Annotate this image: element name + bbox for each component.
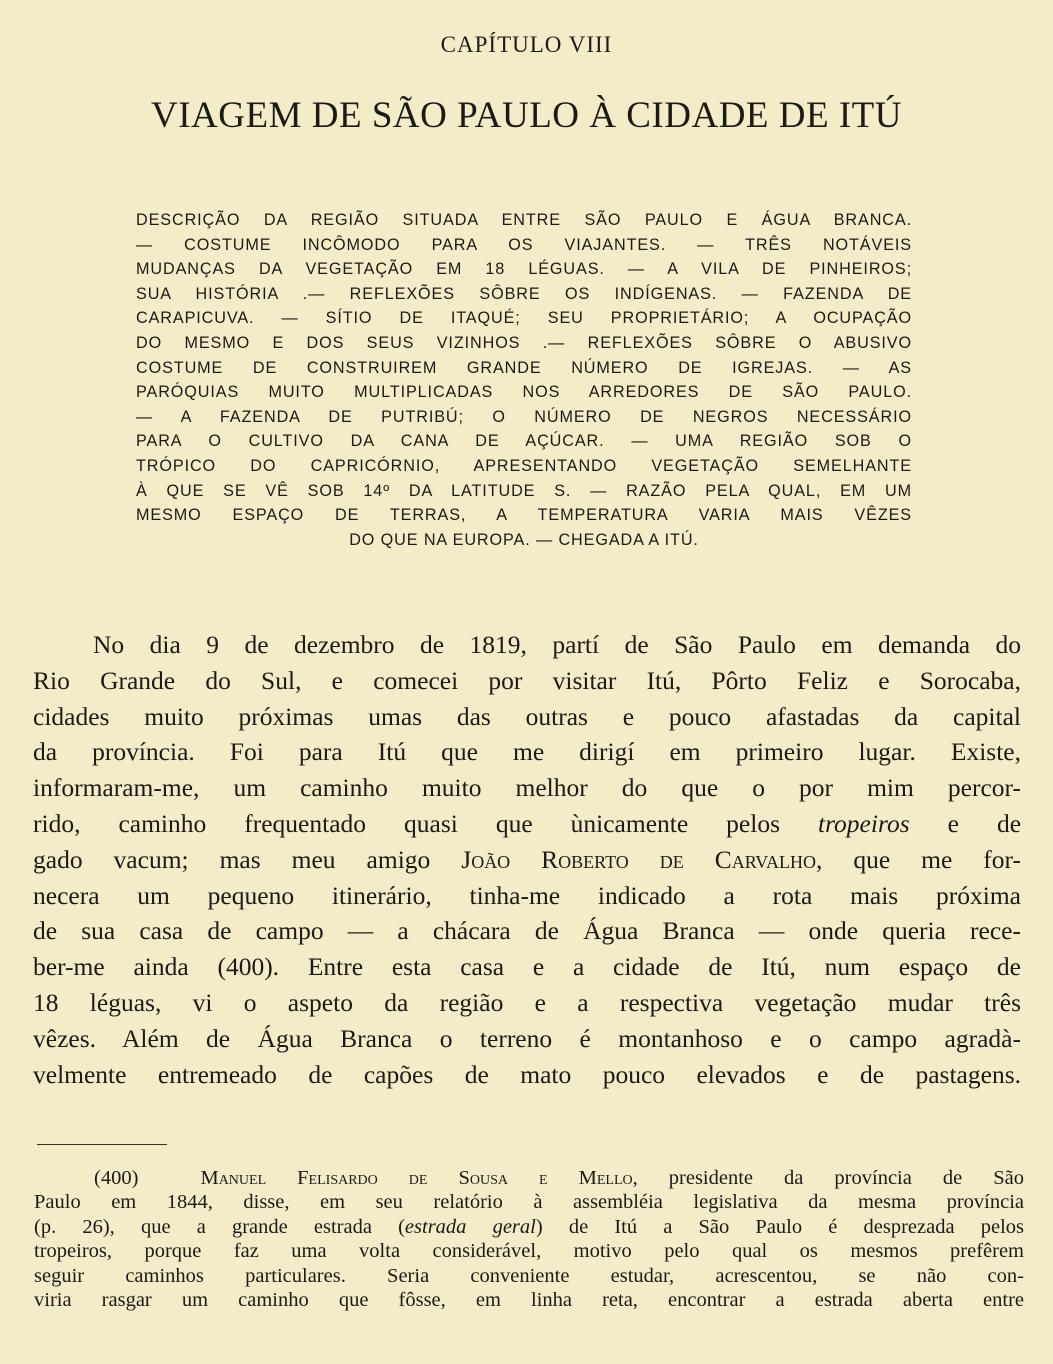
- footnote-line: seguir caminhos particulares. Seria conveniente estudar, acrescentou, se não con-: [34, 1264, 1024, 1287]
- body-text-span: e de: [947, 808, 1022, 838]
- body-text-span: , que me for-: [815, 844, 1021, 874]
- chapter-title: VIAGEM DE SÃO PAULO À CIDADE DE ITÚ: [151, 95, 902, 136]
- summary-line: MESMO ESPAÇO DE TERRAS, A TEMPERATURA VARIA MAIS VÊZES: [136, 506, 912, 525]
- footnote-marker: (400): [94, 1167, 139, 1189]
- footnote-line: Paulo em 1844, disse, em seu relatório à assembléia legislativa da mesma província: [34, 1191, 1024, 1214]
- body-line: 18 léguas, vi o aspeto da região e a respectiva vegetação mudar três: [33, 987, 1021, 1017]
- summary-line: — COSTUME INCÔMODO PARA OS VIAJANTES. — TRÊS NOTÁVEIS: [136, 235, 912, 254]
- footnote-line: [34, 1215, 1024, 1239]
- person-name: Manuel Felisardo de Sousa e Mello: [200, 1167, 633, 1189]
- footnote-text-span: ) de Itú a São Paulo é desprezada pelos: [535, 1215, 1024, 1238]
- italic-term: tropeiros: [818, 808, 910, 838]
- italic-term: estrada geral: [404, 1215, 536, 1238]
- summary-line: — A FAZENDA DE PUTRIBÚ; O NÚMERO DE NEGROS NECESSÁRIO: [136, 407, 912, 426]
- body-text-span: rido, caminho frequentado quasi que ùnicamente pelos: [33, 808, 780, 838]
- summary-line: À QUE SE VÊ SOB 14º DA LATITUDE S. — RAZÃO PELA QUAL, EM UM: [136, 481, 912, 500]
- body-line: informaram-me, um caminho muito melhor do que o por mim percor-: [33, 773, 1021, 803]
- footnote-line: [34, 1166, 1024, 1190]
- body-line: [33, 806, 1021, 842]
- body-line: da província. Foi para Itú que me dirigí em primeiro lugar. Existe,: [33, 737, 1021, 767]
- body-text-span: gado vacum; mas meu amigo: [33, 844, 431, 874]
- summary-line: CARAPICUVA. — SÍTIO DE ITAQUÉ; SEU PROPRIETÁRIO; A OCUPAÇÃO: [136, 309, 912, 328]
- footnote-line: tropeiros, porque faz uma volta considerável, motivo pelo qual os mesmos prefêrem: [34, 1240, 1024, 1263]
- body-line: cidades muito próximas umas das outras e pouco afastadas da capital: [33, 701, 1021, 731]
- footnote-rule: [37, 1144, 167, 1145]
- chapter-summary: [136, 208, 912, 552]
- summary-line: PARÓQUIAS MUITO MULTIPLICADAS NOS ARREDORES DE SÃO PAULO.: [136, 383, 912, 402]
- body-line: ber-me ainda (400). Entre esta casa e a cidade de Itú, num espaço de: [33, 952, 1021, 982]
- chapter-number: CAPÍTULO VIII: [440, 32, 613, 57]
- body-line: [33, 842, 1021, 878]
- summary-line: DO QUE NA EUROPA. — CHEGADA A ITÚ.: [349, 530, 699, 549]
- body-line: velmente entremeado de capões de mato pouco elevados e de pastagens.: [33, 1059, 1021, 1089]
- body-line: de sua casa de campo — a chácara de Água Branca — onde queria rece-: [33, 916, 1021, 946]
- body-line: No dia 9 de dezembro de 1819, partí de São Paulo em demanda do: [93, 630, 1021, 659]
- summary-line: PARA O CULTIVO DA CANA DE AÇÚCAR. — UMA REGIÃO SOB O: [136, 432, 912, 451]
- footnote-text-span: (p. 26), que a grande estrada (: [34, 1215, 405, 1238]
- footnote: [34, 1166, 1024, 1312]
- footnote-line: viria rasgar um caminho que fôsse, em linha reta, encontrar a estrada aberta entre: [34, 1289, 1024, 1312]
- person-name: João Roberto de Carvalho: [461, 844, 816, 874]
- body-line: vêzes. Além de Água Branca o terreno é montanhoso e o campo agradà-: [33, 1023, 1021, 1053]
- summary-line: COSTUME DE CONSTRUIREM GRANDE NÚMERO DE IGREJAS. — AS: [136, 358, 912, 377]
- summary-line: SUA HISTÓRIA .— REFLEXÕES SÔBRE OS INDÍGENAS. — FAZENDA DE: [136, 284, 912, 303]
- footnote-text-span: , presidente da província de São: [632, 1167, 1024, 1189]
- summary-line: TRÓPICO DO CAPRICÓRNIO, APRESENTANDO VEGETAÇÃO SEMELHANTE: [136, 456, 912, 475]
- summary-line: DESCRIÇÃO DA REGIÃO SITUADA ENTRE SÃO PAULO E ÁGUA BRANCA.: [136, 211, 912, 229]
- body-line: necera um pequeno itinerário, tinha-me indicado a rota mais próxima: [33, 880, 1021, 910]
- summary-line: MUDANÇAS DA VEGETAÇÃO EM 18 LÉGUAS. — A VILA DE PINHEIROS;: [136, 260, 912, 279]
- summary-line: DO MESMO E DOS SEUS VIZINHOS .— REFLEXÕES SÔBRE O ABUSIVO: [136, 333, 912, 352]
- body-paragraph: [33, 627, 1021, 1092]
- body-line: Rio Grande do Sul, e comecei por visitar Itú, Pôrto Feliz e Sorocaba,: [33, 665, 1021, 695]
